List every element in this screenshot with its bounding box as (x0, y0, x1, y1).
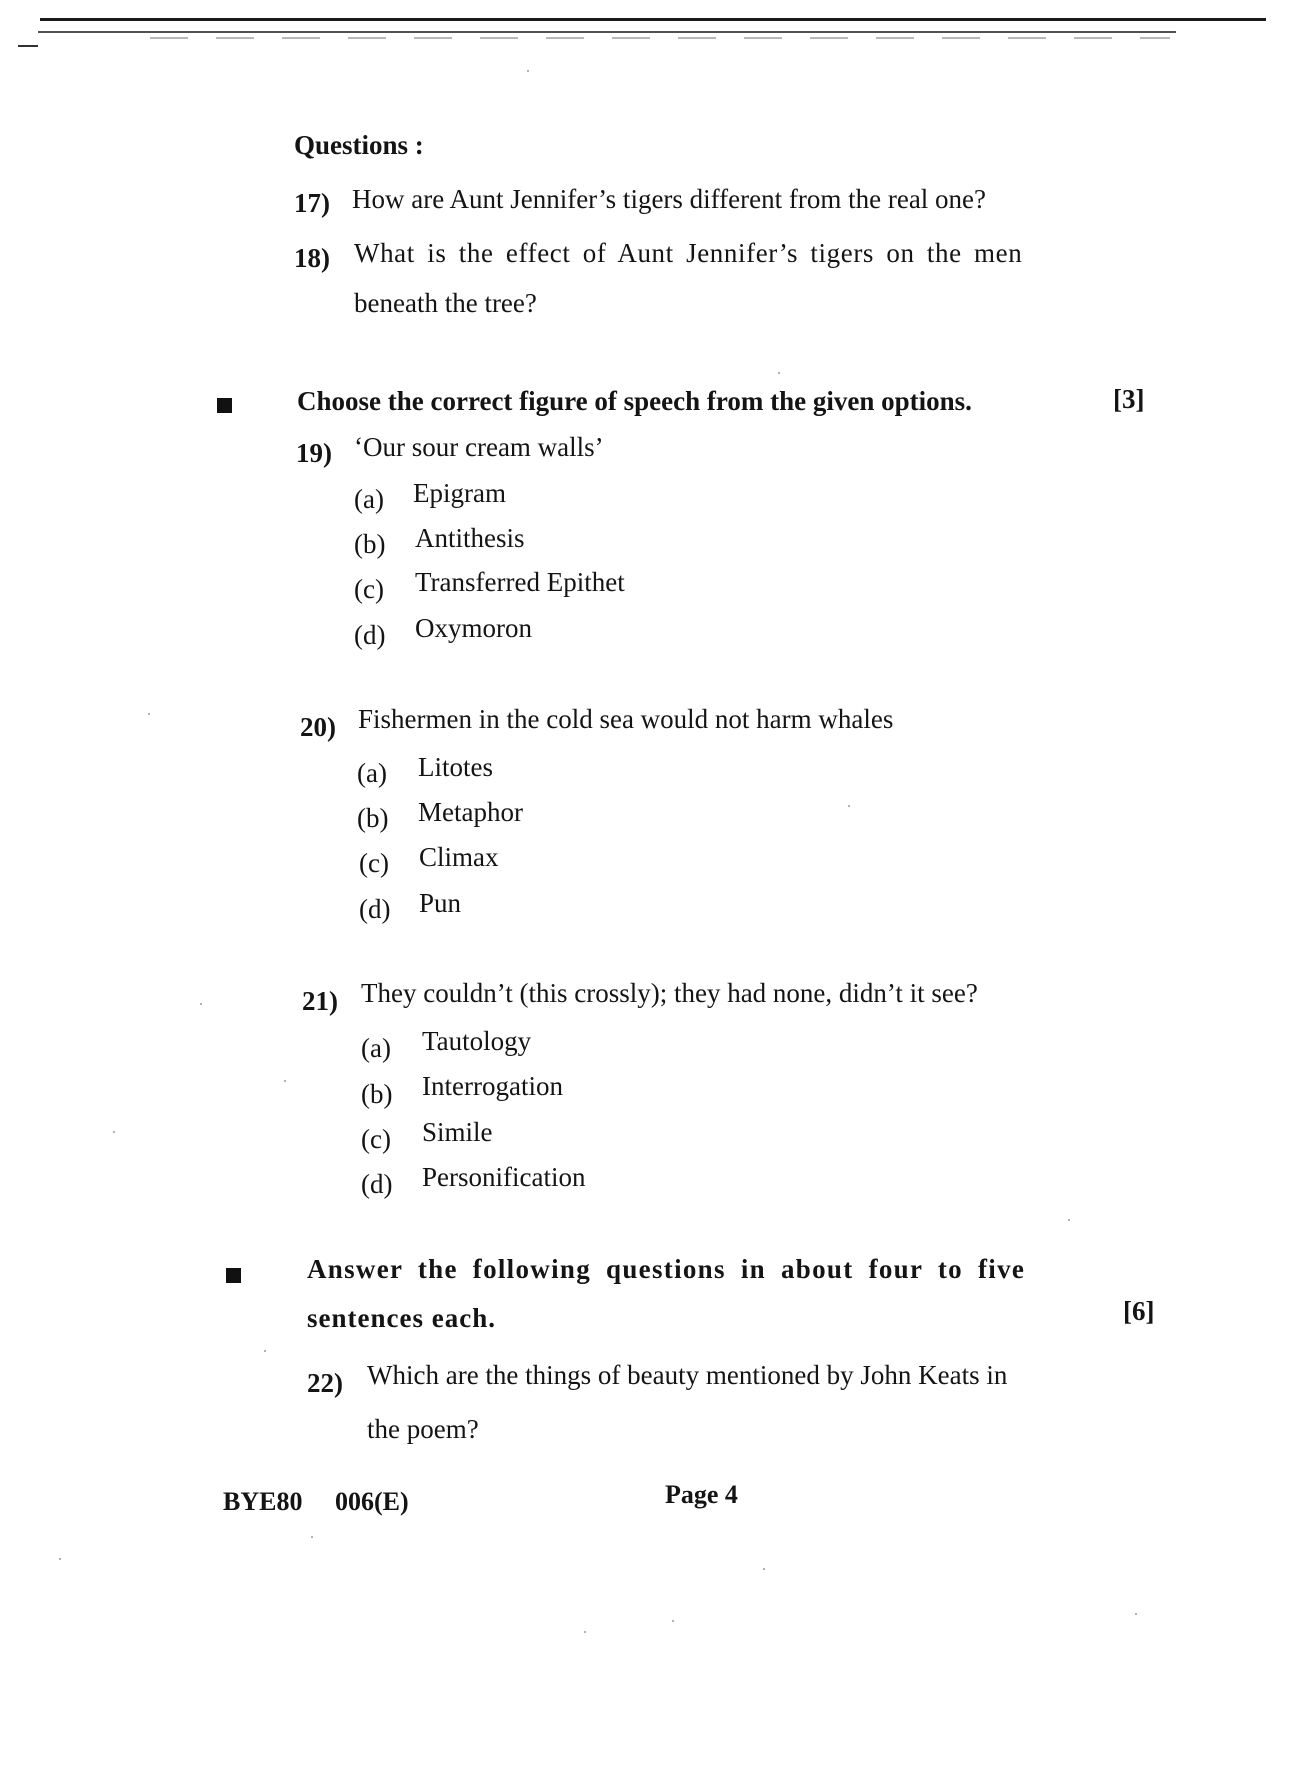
question-text-line-2: the poem? (367, 1414, 479, 1444)
question-text-line-2: beneath the tree? (354, 288, 537, 318)
scan-speck (200, 1003, 202, 1005)
scan-speck (311, 1536, 313, 1538)
questions-heading: Questions : (294, 130, 424, 160)
scan-speck (113, 1131, 115, 1133)
option-text: Interrogation (422, 1071, 563, 1101)
option-letter: (c) (361, 1124, 391, 1154)
scan-speck (59, 1558, 61, 1560)
paper-code: 006(E) (335, 1487, 409, 1516)
scan-speck (848, 805, 850, 807)
scan-speck (527, 70, 529, 72)
subject-code: BYE80 (223, 1487, 303, 1516)
question-text: How are Aunt Jennifer’s tigers different from the real one? (352, 184, 987, 214)
option-text: Oxymoron (415, 613, 532, 643)
section-title: Choose the correct figure of speech from the given options. (297, 386, 972, 416)
option-text: Transferred Epithet (415, 567, 625, 597)
option-letter: (a) (354, 484, 384, 514)
scan-speck (763, 1568, 765, 1570)
section-bullet (226, 1268, 241, 1283)
scan-speck (672, 1620, 674, 1622)
question-number: 21) (302, 986, 338, 1016)
option-letter: (a) (357, 758, 387, 788)
option-text: Tautology (422, 1026, 532, 1056)
header-rule (40, 18, 1266, 21)
option-letter: (b) (354, 529, 386, 559)
option-letter: (b) (361, 1079, 393, 1109)
section-bullet (217, 398, 232, 413)
section-title-line-1: Answer the following questions in about four to five (307, 1254, 1026, 1284)
option-letter: (d) (354, 620, 386, 650)
scan-speck (778, 372, 780, 374)
option-text: Climax (419, 842, 499, 872)
option-text: Antithesis (415, 523, 525, 553)
option-letter: (d) (361, 1169, 393, 1199)
question-text-line-1: Which are the things of beauty mentioned by John Keats in (367, 1360, 1008, 1390)
option-text: Litotes (418, 752, 493, 782)
scan-speck (264, 1350, 266, 1352)
section-title-line-2: sentences each. (307, 1303, 496, 1333)
header-dashed-rule (150, 37, 1170, 39)
option-letter: (c) (354, 574, 384, 604)
scan-speck (1068, 1219, 1070, 1221)
question-text: They couldn’t (this crossly); they had none, didn’t it see? (361, 978, 978, 1008)
question-number: 19) (296, 438, 332, 468)
option-text: Epigram (413, 478, 506, 508)
margin-tick-mark (18, 45, 38, 47)
option-letter: (b) (357, 803, 389, 833)
option-letter: (c) (359, 848, 389, 878)
option-text: Personification (422, 1162, 586, 1192)
option-text: Simile (422, 1117, 493, 1147)
section-marks: [3] (1113, 384, 1145, 414)
scan-speck (1135, 1613, 1137, 1615)
scan-speck (148, 713, 150, 715)
option-text: Pun (419, 888, 462, 918)
question-number: 18) (294, 243, 330, 273)
question-text: Fishermen in the cold sea would not harm whales (358, 704, 894, 734)
scan-speck (284, 1080, 286, 1082)
question-number: 17) (294, 188, 330, 218)
question-number: 20) (300, 712, 336, 742)
option-letter: (a) (361, 1033, 391, 1063)
section-marks: [6] (1123, 1296, 1155, 1326)
question-text: ‘Our sour cream walls’ (354, 432, 604, 462)
header-rule-secondary (38, 31, 1176, 33)
question-number: 22) (307, 1368, 343, 1398)
option-letter: (d) (359, 894, 391, 924)
option-text: Metaphor (418, 797, 523, 827)
question-text-line-1: What is the effect of Aunt Jennifer’s tigers on the men (354, 238, 1023, 268)
page-number: Page 4 (665, 1480, 738, 1509)
scan-speck (584, 1631, 586, 1633)
